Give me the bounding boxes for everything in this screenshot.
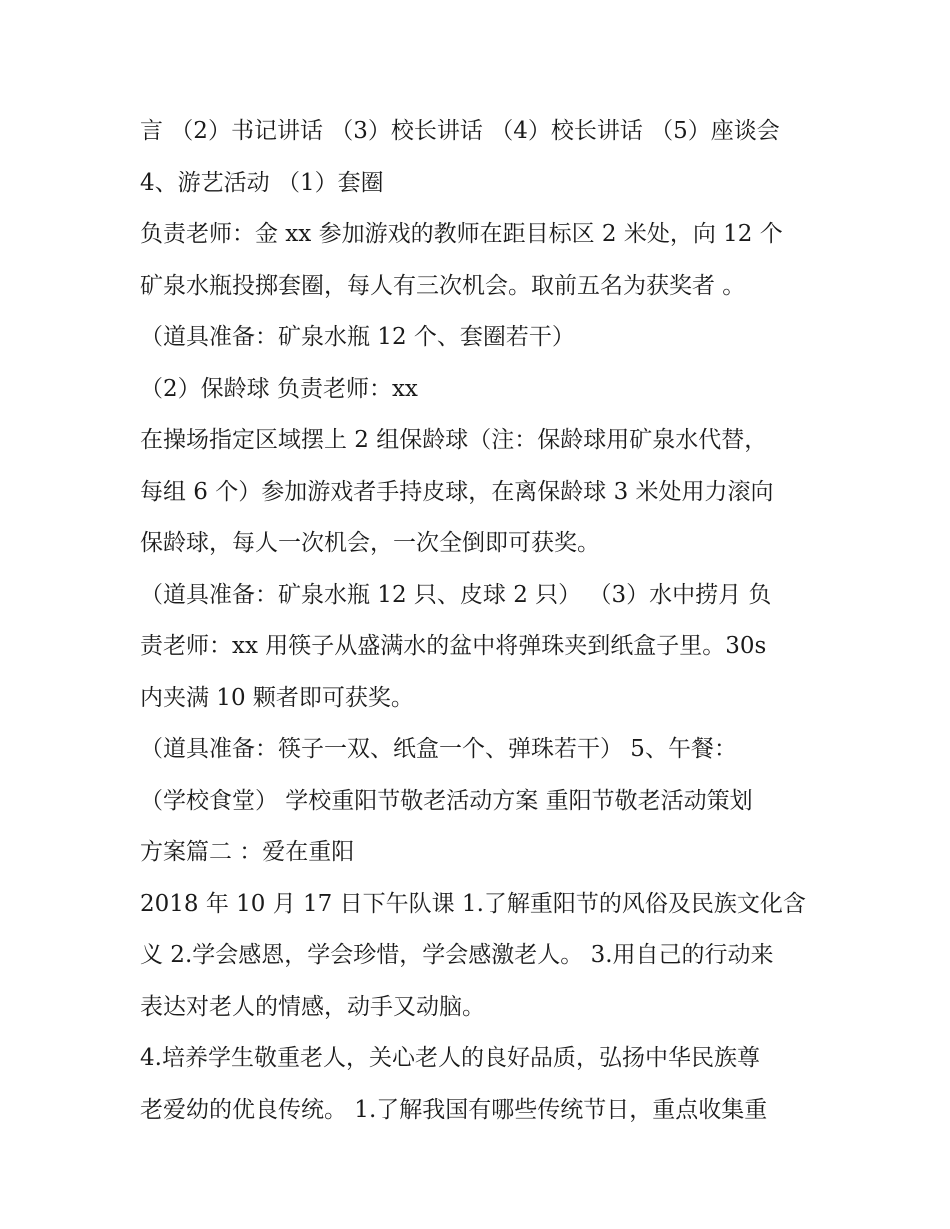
text-line: 表达对老人的情感，动手又动脑。 — [140, 993, 485, 1020]
text-line: 每组 6 个）参加游戏者手持皮球，在离保龄球 3 米处用力滚向 — [140, 478, 774, 505]
text-line: 在操场指定区域摆上 2 组保龄球（注：保龄球用矿泉水代替， — [140, 427, 768, 453]
text-line: 保龄球，每人一次机会，一次全倒即可获奖。 — [140, 530, 600, 556]
text-line: 老爱幼的优良传统。 1.了解我国有哪些传统节日，重点收集重 — [140, 1096, 768, 1123]
text-line: 义 2.学会感恩，学会珍惜，学会感激老人。 3.用自己的行动来 — [140, 942, 774, 968]
text-line: （道具准备：矿泉水瓶 12 个、套圈若干） — [140, 324, 575, 350]
text-line: （道具准备：筷子一双、纸盒一个、弹珠若干） 5、午餐： — [140, 736, 737, 762]
text-line: （学校食堂） 学校重阳节敬老活动方案 重阳节敬老活动策划 — [140, 787, 753, 814]
text-line: 责老师：xx 用筷子从盛满水的盆中将弹珠夹到纸盒子里。30s — [140, 633, 767, 659]
text-line: 方案篇二 ：爱在重阳 — [140, 839, 355, 865]
text-line: （2）保龄球 负责老师：xx — [140, 375, 418, 402]
body-text — [140, 106, 820, 1136]
text-line: 4、游艺活动 （1）套圈 — [140, 169, 384, 196]
text-line: 4.培养学生敬重老人，关心老人的良好品质，弘扬中华民族尊 — [140, 1045, 760, 1071]
text-line: 矿泉水瓶投掷套圈，每人有三次机会。取前五名为获奖者 。 — [140, 272, 746, 299]
text-line: 内夹满 10 颗者即可获奖。 — [140, 684, 414, 711]
text-line: 2018 年 10 月 17 日下午队课 1.了解重阳节的风俗及民族文化含 — [140, 890, 806, 917]
text-line: 负责老师：金 xx 参加游戏的教师在距目标区 2 米处，向 12 个 — [140, 221, 783, 247]
text-line: 言 （2）书记讲话 （3）校长讲话 （4）校长讲话 （5）座谈会 — [140, 118, 780, 144]
text-line: （道具准备：矿泉水瓶 12 只、皮球 2 只） （3）水中捞月 负 — [140, 581, 772, 608]
